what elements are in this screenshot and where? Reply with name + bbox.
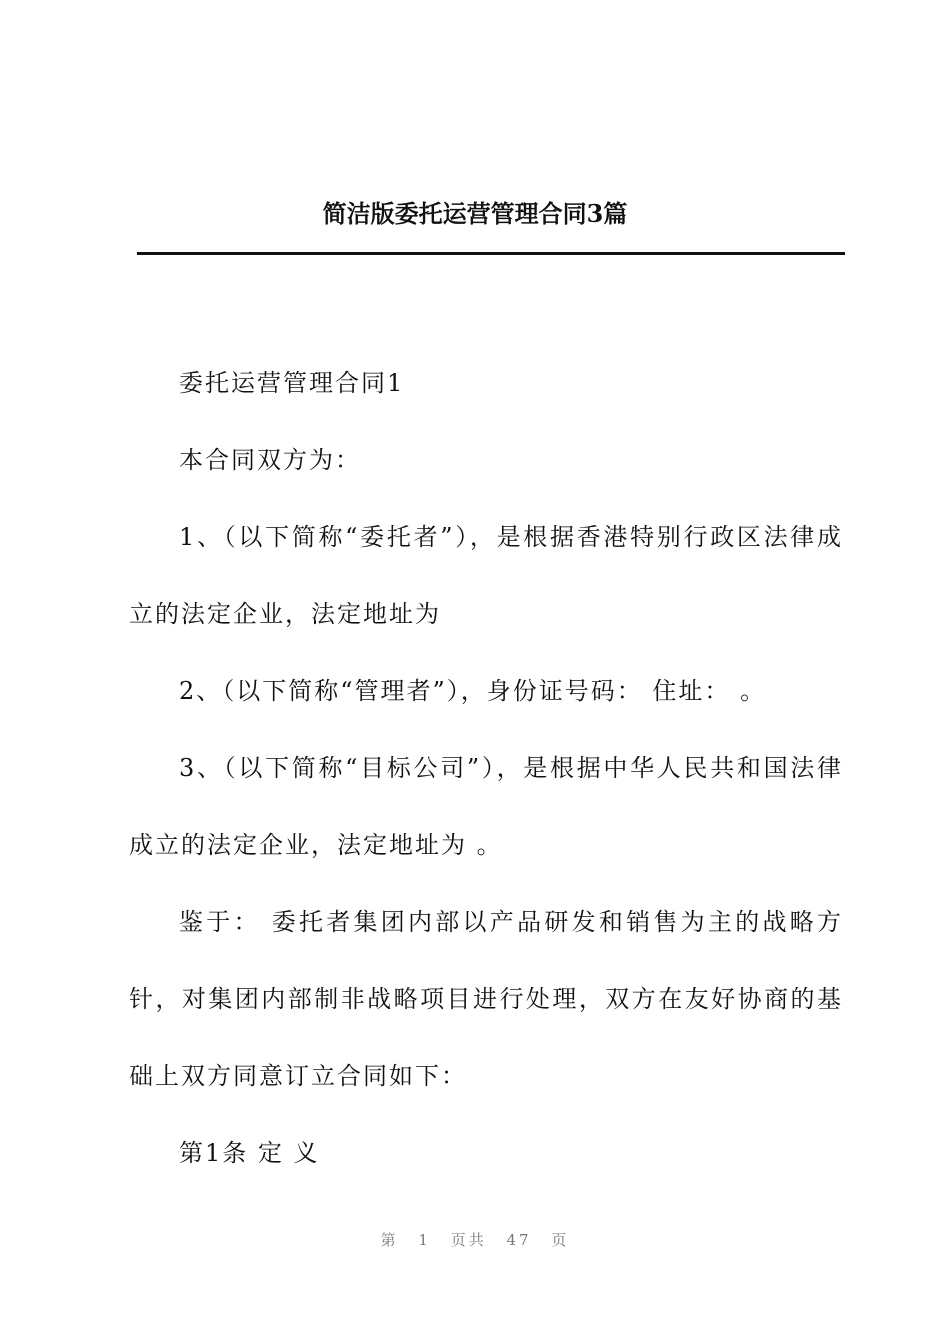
page-footer: 第 1 页共 47 页: [380, 1231, 570, 1249]
document-body: [129, 345, 843, 1192]
document-title: 简洁版委托运营管理合同3篇: [322, 199, 628, 228]
paragraph-party-3: 3、（以下简称“目标公司”），是根据中华人民共和国法律成立的法定企业，法定地址为 。: [129, 754, 843, 859]
paragraph-parties-intro: 本合同双方为：: [179, 446, 361, 474]
paragraph-article-1-heading: 第1条 定 义: [179, 1139, 320, 1167]
paragraph-party-2: 2、（以下简称“管理者”），身份证号码： 住址： 。: [179, 677, 767, 705]
paragraph-whereas: 鉴于： 委托者集团内部以产品研发和销售为主的战略方针，对集团内部制非战略项目进行处理，双方在友好协商的基础上双方同意订立合同如下：: [129, 908, 843, 1090]
paragraph-party-1: 1、（以下简称“委托者”），是根据香港特别行政区法律成立的法定企业，法定地址为: [129, 523, 843, 628]
paragraph-contract-heading: 委托运营管理合同1: [179, 369, 405, 397]
title-underline: [137, 252, 845, 255]
